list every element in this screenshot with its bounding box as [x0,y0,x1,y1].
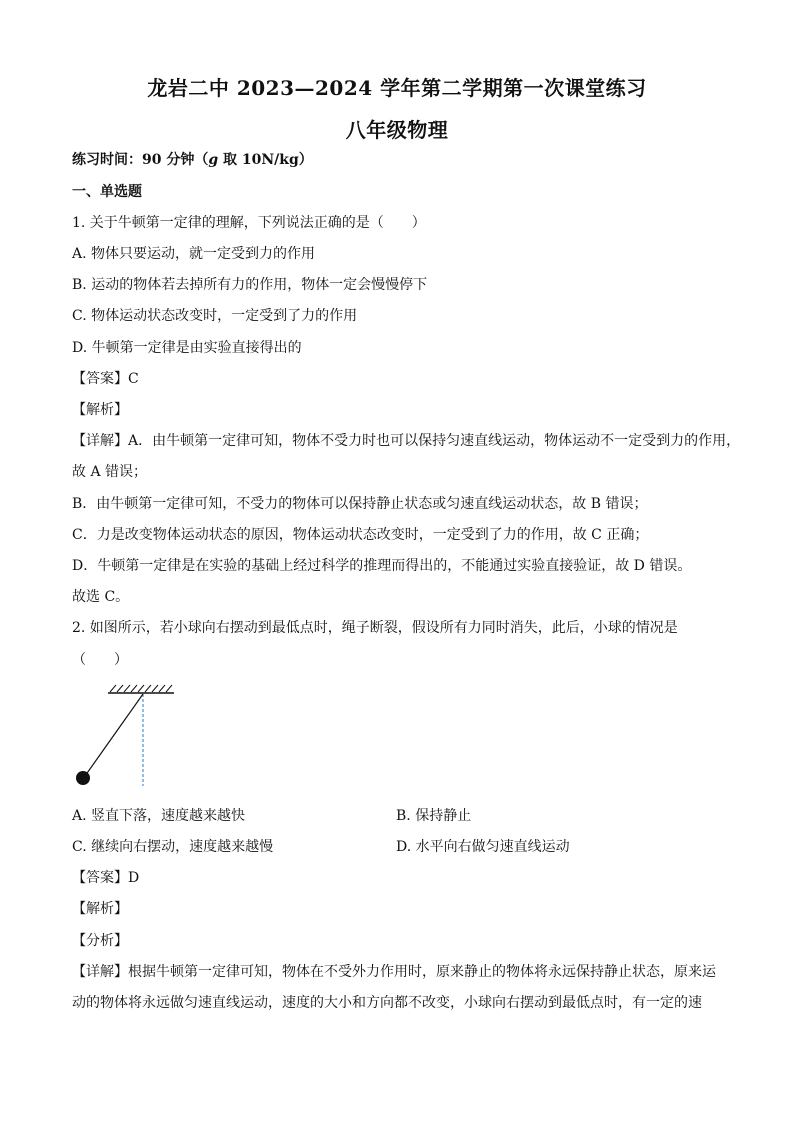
q2-option-d: D. 水平向右做匀速直线运动 [396,839,570,855]
pendulum-string [85,694,143,776]
q2-analysis-label: 【解析】 [72,901,128,917]
q2-option-c: C. 继续向右摆动，速度越来越慢 [72,839,274,855]
q2-stem: 2. 如图所示，若小球向右摆动到最低点时，绳子断裂，假设所有力同时消失，此后，小球的情况是 [72,620,678,636]
q1-option-d: D. 牛顿第一定律是由实验直接得出的 [72,340,302,356]
exam-info-suffix: 取 10N/kg） [218,152,313,168]
q2-fenxi-label: 【分析】 [72,933,128,949]
q1-option-b: B. 运动的物体若去掉所有力的作用，物体一定会慢慢停下 [72,277,428,293]
exam-info-prefix: 练习时间：90 分钟（ [72,152,209,168]
q1-detail-line: D．牛顿第一定律是在实验的基础上经过科学的推理而得出的，不能通过实验直接验证，故 D 错误。 [72,558,692,574]
q2-detail-line: 动的物体将永远做匀速直线运动，速度的大小和方向都不改变，小球向右摆动到最低点时，有一定的速 [72,995,702,1011]
q2-option-a: A. 竖直下落，速度越来越快 [72,808,246,824]
exam-info-g: g [208,152,219,168]
q1-stem: 1. 关于牛顿第一定律的理解，下列说法正确的是（ ） [72,215,426,231]
pendulum-figure [72,680,192,790]
page-subtitle: 八年级物理 [345,118,449,142]
q2-stem-brackets: （ ） [72,652,128,668]
q1-conclusion: 故选 C。 [72,589,130,605]
q1-answer: 【答案】C [72,371,139,387]
q1-detail-line: B．由牛顿第一定律可知，不受力的物体可以保持静止状态或匀速直线运动状态，故 B 错误； [72,496,648,512]
q1-option-a: A. 物体只要运动，就一定受到力的作用 [72,246,316,262]
exam-info [72,150,313,170]
q2-detail-line: 【详解】根据牛顿第一定律可知，物体在不受外力作用时，原来静止的物体将永远保持静止状态，原来运 [72,964,716,980]
q2-answer: 【答案】D [72,870,140,886]
q2-option-b: B. 保持静止 [396,808,472,824]
q1-detail-line: 【详解】A．由牛顿第一定律可知，物体不受力时也可以保持匀速直线运动，物体运动不一定受到力的作用， [72,433,741,449]
q1-analysis-label: 【解析】 [72,402,128,418]
q1-option-c: C. 物体运动状态改变时，一定受到了力的作用 [72,308,358,324]
section-heading: 一、单选题 [72,184,142,200]
ceiling-hatch [108,685,174,693]
pendulum-ball [76,771,90,785]
q1-detail-line: C．力是改变物体运动状态的原因，物体运动状态改变时，一定受到了力的作用，故 C 正确； [72,527,649,543]
q1-detail-line: 故 A 错误； [72,464,148,480]
page-title: 龙岩二中 2023—2024 学年第二学期第一次课堂练习 [147,76,647,100]
